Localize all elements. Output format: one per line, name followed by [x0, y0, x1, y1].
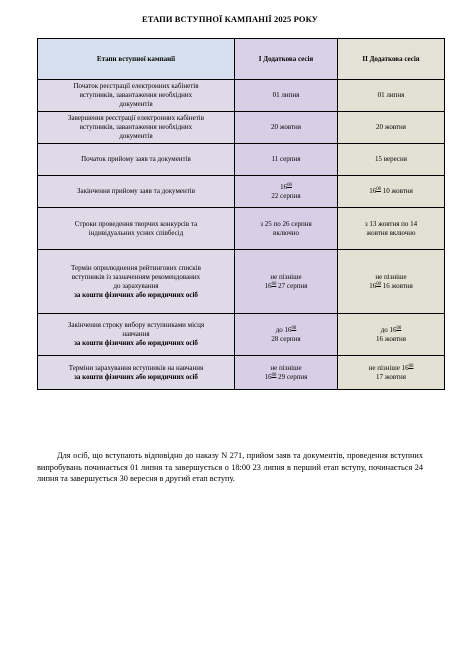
stage-cell: Початок прийому заяв та документів: [38, 144, 235, 176]
session-1-cell: 20 жовтня: [235, 112, 338, 144]
session-2-cell: до $16^{00}$ 16 жовтня: [338, 314, 445, 356]
table-row: [38, 208, 445, 250]
header-session-2: ІІ Додаткова сесія: [338, 39, 445, 80]
session-1-cell: 01 липня: [235, 80, 338, 112]
session-2-cell: 20 жовтня: [338, 112, 445, 144]
session-2-cell: $16^{00}$ 10 жовтня: [338, 176, 445, 208]
page-title: ЕТАПИ ВСТУПНОЇ КАМПАНІЇ 2025 РОКУ: [141, 14, 318, 24]
session-1-cell: до $16^{00}$ 28 серпня: [235, 314, 338, 356]
stage-cell: Терміни зарахування вступників на навчання за кошти фізичних або юридичних осіб: [38, 356, 235, 390]
table-row: [38, 112, 445, 144]
table-row: [38, 314, 445, 356]
table-row: [38, 250, 445, 314]
session-1-cell: з 25 по 26 серпня включно: [235, 208, 338, 250]
stage-cell: Завершення реєстрації електронних кабінетів вступників, завантаження необхідних документів: [38, 112, 235, 144]
stage-cell: Строки проведення творчих конкурсів та індивідуальних усних співбесід: [38, 208, 235, 250]
table-row: [38, 176, 445, 208]
stage-cell: Початок реєстрації електронних кабінетів вступників, завантаження необхідних документів: [38, 80, 235, 112]
session-1-cell: 11 серпня: [235, 144, 338, 176]
session-1-cell: не пізніше $16^{00}$ 27 серпня: [235, 250, 338, 314]
session-2-cell: з 13 жовтня по 14 жовтня включно: [338, 208, 445, 250]
session-2-cell: 01 липня: [338, 80, 445, 112]
session-1-cell: $16^{00}$ 22 серпня: [235, 176, 338, 208]
note-paragraph: Для осіб, що вступають відповідно до наказу N 271, прийом заяв та документів, проведення вступних випробувань починається 01 липня та завершується о 18:00 23 липня в перший етап вступу, починається 24 липня та завершується 30 вересня в другий етап вступу.: [37, 451, 423, 483]
session-2-cell: не пізніше $16^{00}$ 16 жовтня: [338, 250, 445, 314]
table-row: [38, 144, 445, 176]
table-header-row: [38, 39, 445, 80]
header-stages: Етапи вступної кампанії: [38, 39, 235, 80]
stage-cell: Закінчення прийому заяв та документів: [38, 176, 235, 208]
session-1-cell: не пізніше $16^{00}$ 29 серпня: [235, 356, 338, 390]
header-session-1: І Додаткова сесія: [235, 39, 338, 80]
admission-stages-table: [37, 38, 445, 390]
table-row: [38, 356, 445, 390]
table-row: [38, 80, 445, 112]
session-2-cell: не пізніше $16^{00}$ 17 жовтня: [338, 356, 445, 390]
stage-cell: Термін оприлюднення рейтингових списків вступників із зазначенням рекомендованих до зарахування за кошти фізичних або юридичних осіб: [38, 250, 235, 314]
stage-cell: Закінчення строку вибору вступниками місця навчання за кошти фізичних або юридичних осіб: [38, 314, 235, 356]
session-2-cell: 15 вересня: [338, 144, 445, 176]
